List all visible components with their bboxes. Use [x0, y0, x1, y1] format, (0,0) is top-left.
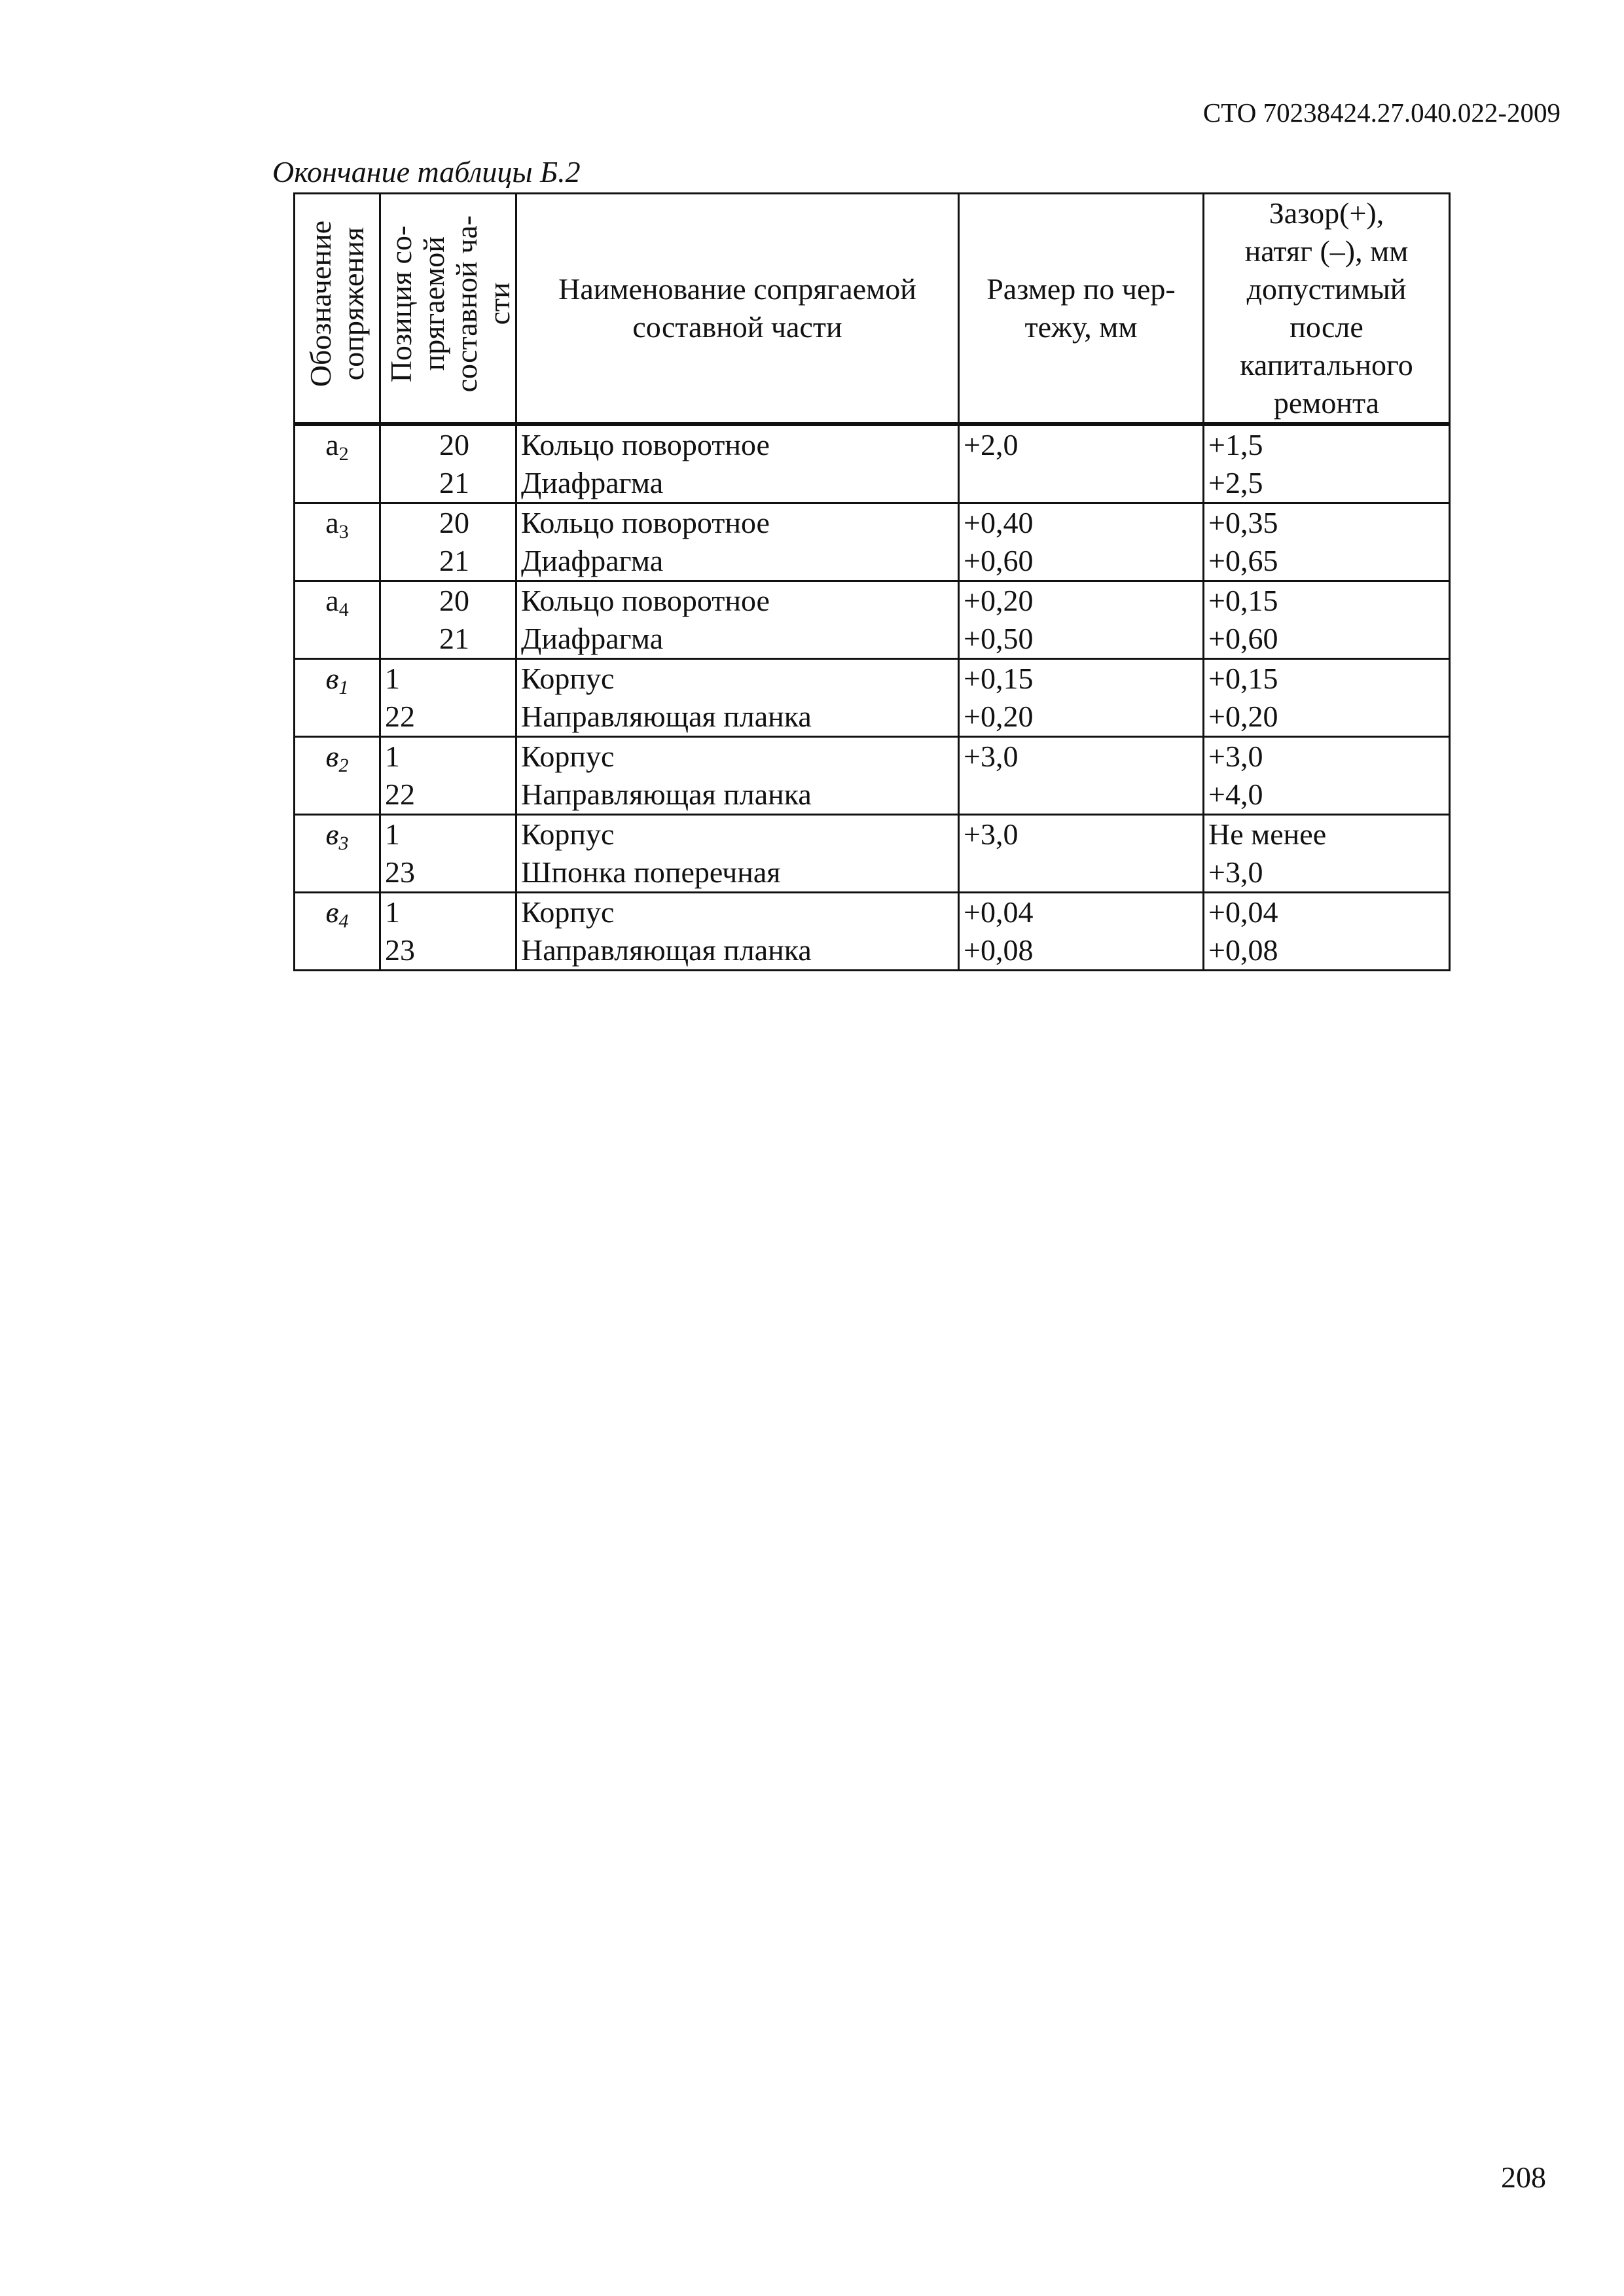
cell-position	[380, 424, 516, 503]
cell-drawing-size-line	[964, 776, 1199, 814]
cell-drawing-size-line: +3,0	[964, 740, 1019, 773]
cell-designation	[295, 424, 380, 503]
cell-clearance-line: +0,08	[1208, 933, 1278, 967]
cell-clearance-line: +0,15	[1208, 662, 1278, 695]
header-position-text: Позиция со- прягаемой составной ча- сти	[384, 215, 516, 393]
cell-clearance-line: +0,20	[1208, 700, 1278, 733]
table-row	[295, 893, 1450, 971]
cell-part-name-line: Кольцо поворотное	[521, 506, 770, 539]
designation-letter: а	[325, 428, 339, 461]
cell-clearance-line: +1,5	[1208, 428, 1263, 461]
header-position	[380, 194, 516, 425]
cell-position-line: 21	[439, 466, 469, 499]
cell-drawing-size-line: +0,60	[964, 544, 1034, 577]
cell-position	[380, 815, 516, 893]
cell-clearance-line: +0,15	[1208, 584, 1278, 617]
cell-part-name	[516, 581, 959, 659]
table-row	[295, 659, 1450, 737]
cell-part-name-line: Шпонка поперечная	[521, 855, 781, 889]
table-header-row	[295, 194, 1450, 425]
cell-drawing-size-line	[964, 853, 1199, 891]
cell-part-name-line: Диафрагма	[521, 466, 664, 499]
cell-designation	[295, 581, 380, 659]
cell-designation	[295, 737, 380, 815]
cell-part-name	[516, 503, 959, 581]
cell-position	[380, 893, 516, 971]
cell-position-line: 23	[385, 855, 415, 889]
cell-position-line: 22	[385, 700, 415, 733]
designation-letter: а	[325, 584, 339, 617]
cell-drawing-size	[959, 581, 1204, 659]
header-part-name: Наименование сопрягаемой составной части	[516, 194, 959, 425]
cell-designation	[295, 503, 380, 581]
document-code: СТО 70238424.27.040.022-2009	[1202, 98, 1561, 128]
cell-drawing-size-line: +0,04	[964, 895, 1034, 929]
cell-clearance	[1204, 737, 1450, 815]
table-row	[295, 503, 1450, 581]
designation-letter: а	[325, 506, 339, 539]
cell-drawing-size-line: +0,20	[964, 584, 1034, 617]
cell-clearance-line: +3,0	[1208, 855, 1263, 889]
mating-parts-table	[293, 192, 1451, 971]
cell-part-name-line: Направляющая планка	[521, 933, 812, 967]
cell-drawing-size-line: +0,40	[964, 506, 1034, 539]
cell-position-line: 20	[439, 506, 469, 539]
designation-index: 4	[338, 910, 349, 932]
cell-part-name	[516, 424, 959, 503]
cell-drawing-size-line: +2,0	[964, 428, 1019, 461]
cell-drawing-size	[959, 893, 1204, 971]
header-clearance: Зазор(+), натяг (–), мм допустимый после капитального ремонта	[1204, 194, 1450, 425]
cell-clearance	[1204, 815, 1450, 893]
cell-clearance	[1204, 893, 1450, 971]
cell-part-name-line: Диафрагма	[521, 622, 664, 655]
cell-drawing-size	[959, 424, 1204, 503]
table-row	[295, 737, 1450, 815]
designation-index: 2	[338, 443, 349, 465]
header-designation	[295, 194, 380, 425]
cell-drawing-size	[959, 503, 1204, 581]
table-caption: Окончание таблицы Б.2	[272, 155, 581, 188]
cell-drawing-size	[959, 815, 1204, 893]
cell-position	[380, 503, 516, 581]
cell-drawing-size-line: +0,50	[964, 622, 1034, 655]
table-row	[295, 424, 1450, 503]
table-row	[295, 581, 1450, 659]
cell-position	[380, 659, 516, 737]
cell-clearance	[1204, 424, 1450, 503]
cell-position-line: 22	[385, 778, 415, 811]
designation-letter: в	[325, 817, 339, 851]
cell-part-name	[516, 737, 959, 815]
cell-position-line: 20	[439, 584, 469, 617]
cell-part-name-line: Направляющая планка	[521, 700, 812, 733]
designation-index: 1	[338, 677, 349, 698]
cell-clearance	[1204, 503, 1450, 581]
designation-letter: в	[325, 740, 339, 773]
cell-designation	[295, 893, 380, 971]
cell-position-line: 20	[439, 428, 469, 461]
designation-index: 3	[338, 833, 349, 854]
cell-part-name-line: Направляющая планка	[521, 778, 812, 811]
cell-position	[380, 581, 516, 659]
cell-part-name	[516, 815, 959, 893]
cell-designation	[295, 815, 380, 893]
cell-clearance-line: +0,60	[1208, 622, 1278, 655]
designation-letter: в	[325, 895, 339, 929]
cell-drawing-size-line: +0,15	[964, 662, 1034, 695]
designation-index: 3	[338, 521, 349, 543]
cell-drawing-size	[959, 659, 1204, 737]
cell-position	[380, 737, 516, 815]
cell-position-line: 1	[385, 817, 400, 851]
cell-clearance-line: +2,5	[1208, 466, 1263, 499]
cell-position-line: 21	[439, 544, 469, 577]
cell-position-line: 21	[439, 622, 469, 655]
designation-letter: в	[325, 662, 339, 695]
cell-position-line: 1	[385, 895, 400, 929]
designation-index: 2	[338, 755, 349, 776]
cell-clearance-line: +3,0	[1208, 740, 1263, 773]
designation-index: 4	[338, 599, 349, 620]
cell-part-name-line: Корпус	[521, 895, 615, 929]
cell-clearance-line: +0,65	[1208, 544, 1278, 577]
cell-drawing-size-line: +0,20	[964, 700, 1034, 733]
cell-position-line: 1	[385, 740, 400, 773]
cell-part-name-line: Кольцо поворотное	[521, 428, 770, 461]
header-designation-text: Обозначение сопряжения	[304, 220, 370, 387]
cell-part-name-line: Корпус	[521, 817, 615, 851]
cell-clearance-line: +4,0	[1208, 778, 1263, 811]
cell-part-name-line: Корпус	[521, 662, 615, 695]
cell-drawing-size-line: +3,0	[964, 817, 1019, 851]
cell-part-name-line: Корпус	[521, 740, 615, 773]
cell-clearance-line: +0,04	[1208, 895, 1278, 929]
cell-designation	[295, 659, 380, 737]
cell-clearance-line: +0,35	[1208, 506, 1278, 539]
table-body	[295, 424, 1450, 971]
cell-clearance	[1204, 581, 1450, 659]
cell-drawing-size	[959, 737, 1204, 815]
cell-drawing-size-line	[964, 464, 1199, 502]
cell-position-line: 1	[385, 662, 400, 695]
cell-drawing-size-line: +0,08	[964, 933, 1034, 967]
page-number: 208	[1501, 2161, 1546, 2194]
cell-position-line: 23	[385, 933, 415, 967]
cell-clearance	[1204, 659, 1450, 737]
header-drawing-size: Размер по чер- тежу, мм	[959, 194, 1204, 425]
cell-part-name	[516, 659, 959, 737]
cell-clearance-line: Не менее	[1208, 817, 1327, 851]
cell-part-name-line: Кольцо поворотное	[521, 584, 770, 617]
cell-part-name-line: Диафрагма	[521, 544, 664, 577]
table-row	[295, 815, 1450, 893]
cell-part-name	[516, 893, 959, 971]
